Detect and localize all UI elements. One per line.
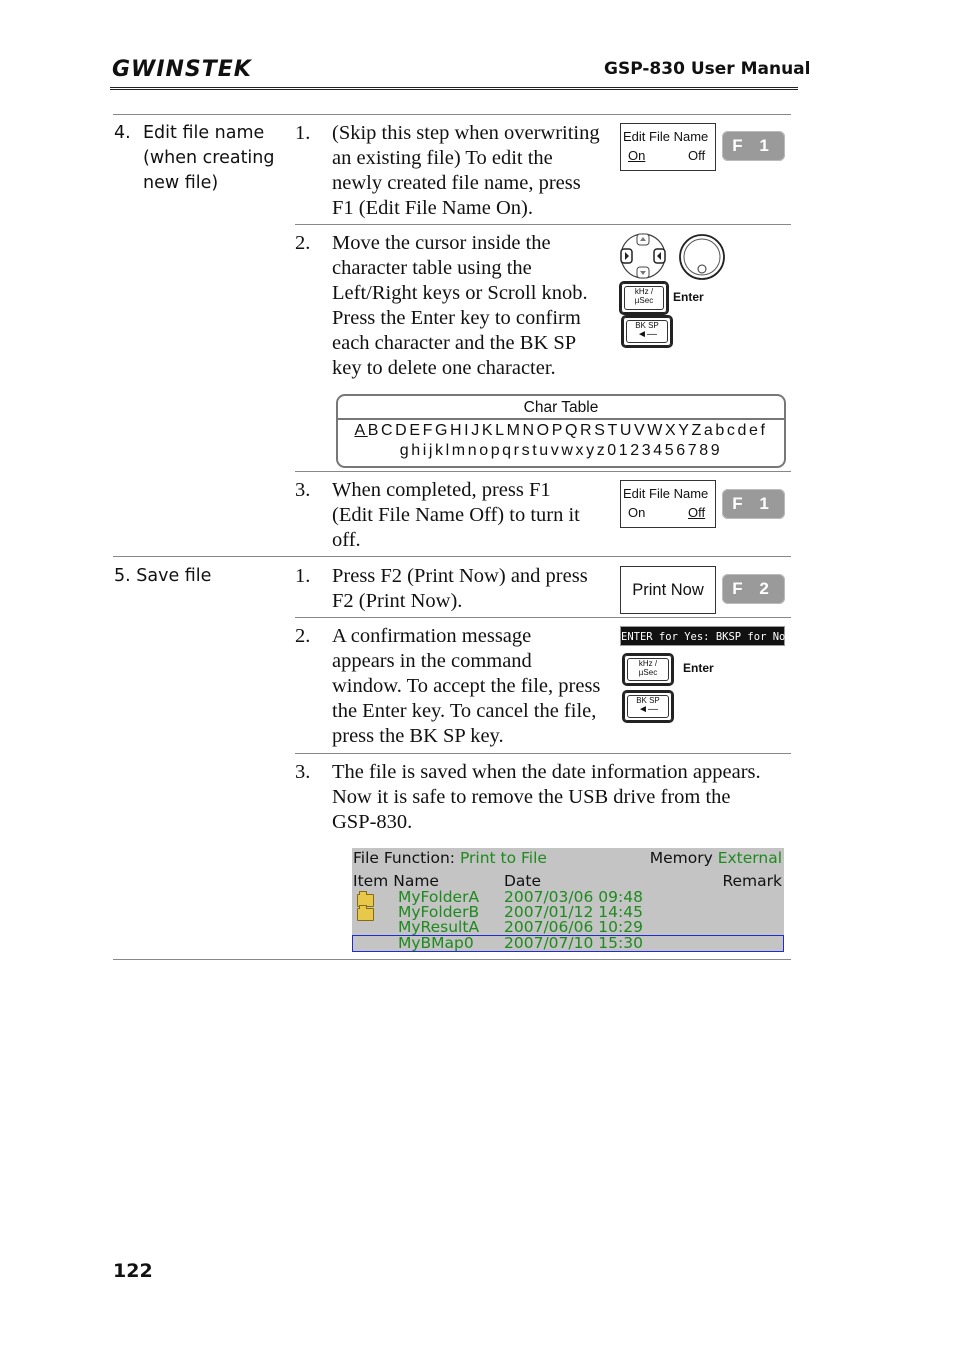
row-rule: [295, 224, 791, 225]
file-row-date: 2007/06/06 10:29: [504, 918, 643, 936]
step-number: 2.: [295, 625, 311, 647]
confirmation-message: ENTER for Yes: BKSP for No:: [620, 626, 785, 646]
row-rule: [295, 753, 791, 754]
section-4-number: 4.: [114, 123, 131, 143]
table-bottom-rule: [113, 959, 791, 960]
step-number: 1.: [295, 122, 311, 144]
softkey-title: Print Now: [632, 581, 704, 599]
softkey-display-edit-file-name-off: [620, 480, 716, 528]
f1-key[interactable]: F 1: [722, 489, 785, 519]
col-remark: Remark: [722, 872, 782, 890]
enter-label: Enter: [683, 661, 714, 675]
file-function-screen: [352, 848, 784, 952]
softkey-display-edit-file-name-on: [620, 123, 716, 171]
enter-label: Enter: [673, 290, 704, 304]
manual-title: GSP-830 User Manual: [604, 59, 811, 79]
char-table: [336, 394, 786, 468]
arrow-keys-icon[interactable]: [618, 232, 668, 280]
step-number: 3.: [295, 479, 311, 501]
softkey-on: On: [628, 505, 646, 520]
softkey-display-print-now: [620, 566, 716, 614]
header-rule: [110, 87, 798, 90]
softkey-on-selected: On: [628, 148, 646, 163]
step-text: Move the cursor inside the character table using the Left/Right keys or Scroll knob. Press the Enter key to confirm each character and the BK SP key to delete one character.: [332, 232, 588, 379]
step-text: A confirmation message appears in the command window. To accept the file, press the Enter key. To cancel the file, press the BK SP key.: [332, 625, 601, 747]
char-table-row-1: ABCDEFGHIJKLMNOPQRSTUVWXYZabcdef: [354, 422, 768, 439]
step-text: Press F2 (Print Now) and press F2 (Print Now).: [332, 565, 588, 612]
section-4-label: Edit file name (when creating new file): [143, 123, 275, 193]
file-row-name[interactable]: MyResultA: [398, 918, 480, 936]
file-row-name-selected[interactable]: MyBMap0: [398, 934, 474, 952]
file-row-name[interactable]: MyFolderB: [398, 903, 480, 921]
softkey-off-selected: Off: [688, 505, 706, 520]
selection-cursor: [352, 935, 784, 952]
scroll-knob-icon[interactable]: [678, 233, 726, 281]
char-cursor[interactable]: A: [354, 422, 368, 439]
section-5-label: 5. Save file: [114, 566, 212, 586]
memory-value: External: [717, 849, 782, 867]
softkey-title: Edit File Name: [623, 129, 709, 144]
step-text: The file is saved when the date information appears. Now it is safe to remove the USB drive from the GSP-830.: [332, 761, 761, 833]
row-rule: [295, 471, 791, 472]
section-rule: [113, 556, 791, 557]
file-row-name[interactable]: MyFolderA: [398, 888, 480, 906]
file-row-date: 2007/07/10 15:30: [504, 934, 643, 952]
step-number: 2.: [295, 232, 311, 254]
memory-label: Memory: [649, 849, 713, 867]
step-text: When completed, press F1 (Edit File Name Off) to turn it off.: [332, 479, 580, 551]
softkey-off: Off: [688, 148, 706, 163]
row-rule: [295, 617, 791, 618]
file-function-label: File Function:: [353, 849, 456, 867]
bksp-key[interactable]: BK SP ◄—: [622, 690, 674, 723]
f1-key[interactable]: F 1: [722, 131, 785, 161]
khz-usec-enter-key[interactable]: kHz / µSec: [619, 281, 669, 315]
file-function-value: Print to File: [459, 849, 547, 867]
table-top-rule: [113, 114, 791, 115]
softkey-title: Edit File Name: [623, 486, 709, 501]
file-row-date: 2007/01/12 14:45: [504, 903, 643, 921]
col-date: Date: [504, 872, 542, 890]
file-row-date: 2007/03/06 09:48: [504, 888, 643, 906]
col-item: Item: [353, 872, 389, 890]
folder-icon: [357, 908, 374, 921]
step-number: 1.: [295, 565, 311, 587]
khz-usec-enter-key[interactable]: kHz / µSec: [622, 653, 674, 686]
page-number: 122: [113, 1260, 153, 1282]
step-number: 3.: [295, 761, 311, 783]
col-name: Name: [393, 872, 439, 890]
f2-key[interactable]: F 2: [722, 574, 785, 604]
brand-logo: GWINSTEK: [112, 57, 252, 82]
char-table-row-2[interactable]: ghijklmnopqrstuvwxyz0123456789: [399, 442, 723, 459]
step-text: (Skip this step when overwriting an existing file) To edit the newly created file name, press F1 (Edit File Name On).: [332, 122, 600, 219]
char-table-title: Char Table: [338, 398, 784, 420]
bksp-key[interactable]: BK SP ◄—: [621, 315, 673, 348]
